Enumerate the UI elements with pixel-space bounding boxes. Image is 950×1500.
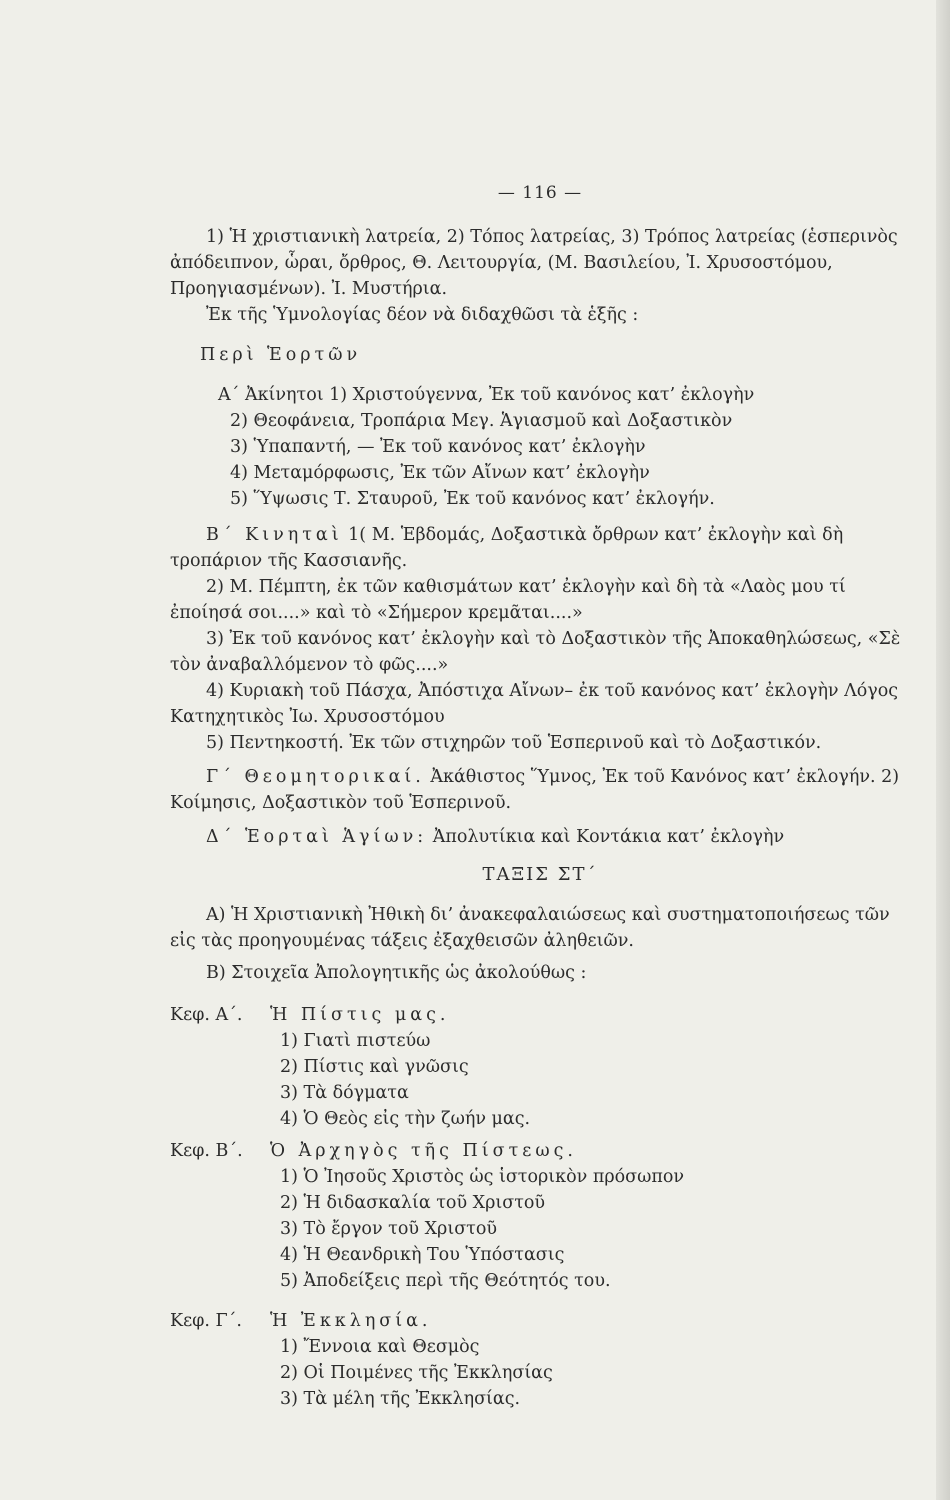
chapter-item: 3) Τὸ ἔργον τοῦ Χριστοῦ: [280, 1219, 497, 1239]
feasts-c-paragraph: [170, 764, 910, 816]
feasts-c-label: Γ΄ Θεομητορικαί.: [206, 767, 425, 787]
chapter-label: Κεφ. Γ΄.: [170, 1311, 242, 1331]
chapter-title: Ὁ Ἀρχηγὸς τῆς Πίστεως.: [270, 1141, 577, 1161]
chapter-item: 3) Τὰ μέλη τῆς Ἐκκλησίας.: [280, 1389, 521, 1409]
feasts-d-text: Ἀπολυτίκια καὶ Κοντάκια κατ’ ἐκλογὴν: [432, 827, 785, 847]
chapter-title: Ἡ Πίστις μας.: [270, 1005, 450, 1025]
page-edge: [936, 0, 950, 1500]
feasts-heading: Περὶ Ἑορτῶν: [200, 345, 362, 365]
chapter-label: Κεφ. Β΄.: [170, 1141, 243, 1161]
page-number: — 116 —: [497, 183, 583, 203]
chapter-item: 2) Ἡ διδασκαλία τοῦ Χριστοῦ: [280, 1193, 546, 1213]
feasts-d-paragraph: [170, 824, 910, 850]
chapter-label: Κεφ. Α΄.: [170, 1005, 243, 1025]
feasts-b-text: 1( Μ. Ἑβδομάς, Δοξαστικὰ ὄρθρων κατ’ ἐκλογὴν καὶ δὴ τροπάριον τῆς Κασσιανῆς.: [170, 525, 844, 571]
chapter-item: 1) Ἔννοια καὶ Θεσμὸς: [280, 1337, 480, 1357]
chapter-item: 1) Γιατὶ πιστεύω: [280, 1031, 431, 1051]
feasts-a-item: 5) Ὕψωσις Τ. Σταυροῦ, Ἐκ τοῦ κανόνος κατ’ ἐκλογήν.: [230, 489, 715, 509]
feasts-b-paragraph: [170, 522, 910, 574]
chapter-a: [170, 1002, 910, 1132]
feasts-b-item: 5) Πεντηκοστή. Ἐκ τῶν στιχηρῶν τοῦ Ἑσπερινοῦ καὶ τὸ Δοξαστικόν.: [206, 733, 822, 753]
chapter-item: 1) Ὁ Ἰησοῦς Χριστὸς ὡς ἱστορικὸν πρόσωπον: [280, 1167, 685, 1187]
intro-paragraph: 1) Ἡ χριστιανικὴ λατρεία, 2) Τόπος λατρείας, 3) Τρόπος λατρείας (ἑσπερινὸς ἀπόδειπνον, ὧραι, ὄρθρος, Θ. Λειτουργία, (Μ. Βασιλείου, Ἰ. Χρυσοστόμου, Προηγιασμένων). Ἰ. Μυστήρια.: [170, 227, 898, 299]
feasts-a-list: [170, 382, 910, 512]
section-a: Α) Ἡ Χριστιανικὴ Ἠθικὴ δι’ ἀνακεφαλαιώσεως καὶ συστηματοποιήσεως τῶν εἰς τὰς προηγουμένας τάξεις ἐξαχθεισῶν ἀληθειῶν.: [170, 905, 890, 951]
class-heading: ΤΑΞΙΣ ΣΤ΄: [482, 864, 598, 885]
chapter-item: 5) Ἀποδείξεις περὶ τῆς Θεότητός του.: [280, 1271, 611, 1291]
chapter-item: 3) Τὰ δόγματα: [280, 1083, 409, 1103]
section-b: Β) Στοιχεῖα Ἀπολογητικῆς ὡς ἀκολούθως :: [206, 963, 587, 983]
feasts-b-item: 3) Ἐκ τοῦ κανόνος κατ’ ἐκλογὴν καὶ τὸ Δοξαστικὸν τῆς Ἀποκαθηλώσεως, «Σὲ τὸν ἀναβαλλόμενον τὸ φῶς....»: [170, 629, 901, 675]
chapter-item: 2) Οἱ Ποιμένες τῆς Ἐκκλησίας: [280, 1363, 553, 1383]
document-page: [170, 180, 910, 1412]
feasts-c-text: Ἀκάθιστος Ὕμνος, Ἐκ τοῦ Κανόνος κατ’ ἐκλογήν. 2) Κοίμησις, Δοξαστικὸν τοῦ Ἑσπερινοῦ.: [170, 767, 900, 813]
feasts-b-item: 4) Κυριακὴ τοῦ Πάσχα, Ἀπόστιχα Αἴνων– ἐκ τοῦ κανόνος κατ’ ἐκλογὴν Λόγος Κατηχητικὸς Ἰω. Χρυσοστόμου: [170, 681, 899, 727]
chapter-item: 4) Ὁ Θεὸς εἰς τὴν ζωήν μας.: [280, 1109, 531, 1129]
chapter-item: 2) Πίστις καὶ γνῶσις: [280, 1057, 469, 1077]
chapter-title: Ἡ Ἐκκλησία.: [270, 1311, 432, 1331]
feasts-b-item: 2) Μ. Πέμπτη, ἐκ τῶν καθισμάτων κατ’ ἐκλογὴν καὶ δὴ τὰ «Λαὸς μου τί ἐποίησά σοι....» καὶ τὸ «Σήμερον κρεμᾶται....»: [170, 577, 846, 623]
chapter-b: [170, 1138, 910, 1294]
feasts-a-item: Α΄ Ἀκίνητοι 1) Χριστούγεννα, Ἐκ τοῦ κανόνος κατ’ ἐκλογὴν: [218, 385, 755, 405]
feasts-b-label: Β΄ Κινηταὶ: [206, 525, 343, 545]
chapter-c: [170, 1308, 910, 1412]
chapter-item: 4) Ἡ Θεανδρικὴ Του Ὑπόστασις: [280, 1245, 565, 1265]
feasts-a-item: 2) Θεοφάνεια, Τροπάρια Μεγ. Ἁγιασμοῦ καὶ Δοξαστικὸν: [230, 411, 733, 431]
feasts-d-label: Δ΄ Ἑορταὶ Ἁγίων:: [206, 827, 428, 847]
feasts-a-item: 4) Μεταμόρφωσις, Ἐκ τῶν Αἴνων κατ’ ἐκλογὴν: [230, 463, 650, 483]
feasts-a-item: 3) Ὑπαπαντή, — Ἐκ τοῦ κανόνος κατ’ ἐκλογὴν: [230, 437, 646, 457]
intro-hymnology: Ἐκ τῆς Ὑμνολογίας δέον νὰ διδαχθῶσι τὰ ἑξῆς :: [206, 305, 639, 325]
